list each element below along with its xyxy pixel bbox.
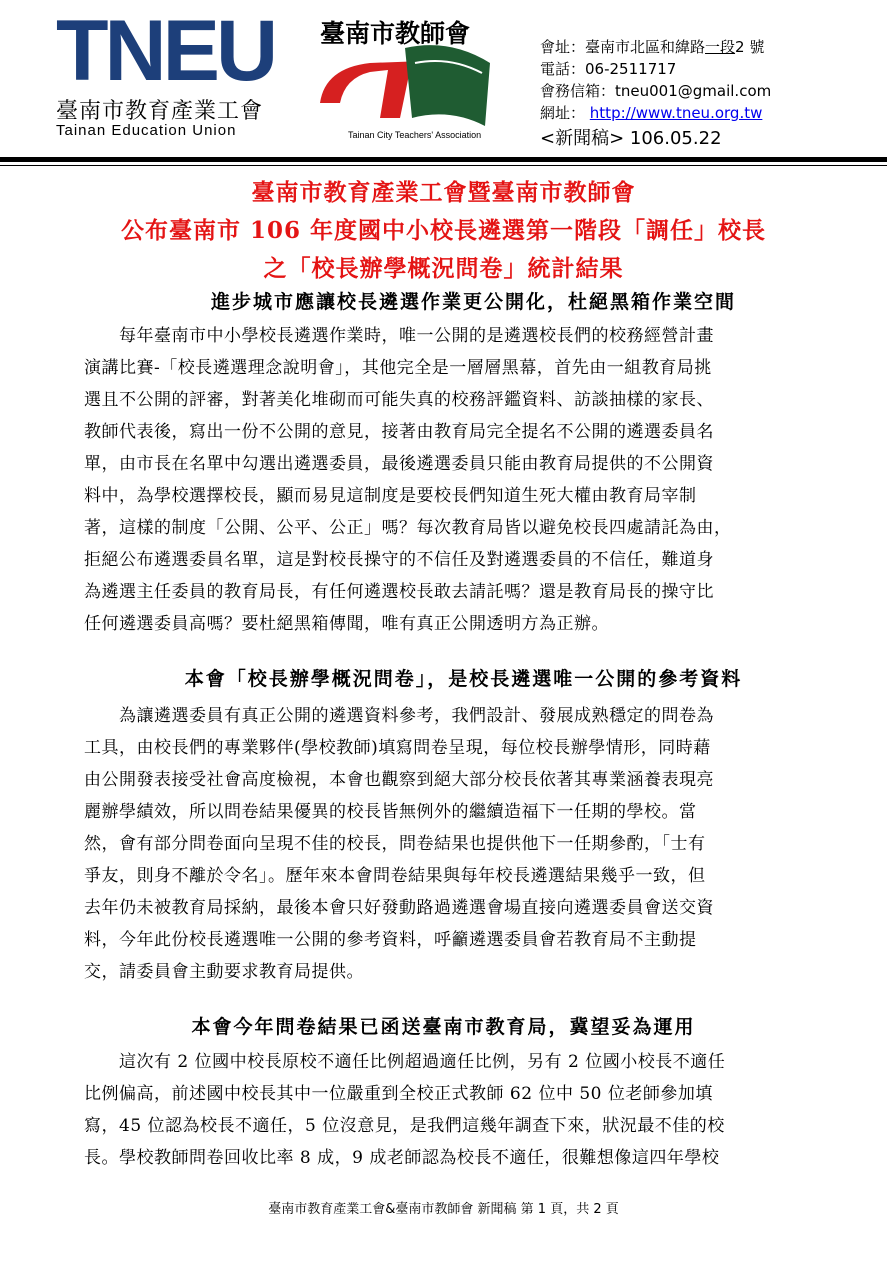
body-line: 料中，為學校選擇校長，顯而易見這制度是要校長們知道生死大權由教育局宰制 [84,486,697,506]
body-line: 這次有 2 位國中校長原校不適任比例超過適任比例，另有 2 位國小校長不適任 [84,1052,726,1072]
address-underlined: 一段 [705,38,736,56]
body-line: 工具，由校長們的專業夥伴(學校教師)填寫問卷呈現，每位校長辦學情形，同時藉 [84,738,711,758]
header-divider-thick [0,157,887,162]
address-text: 臺南市北區和緯路 [585,38,706,56]
press-release-label: <新聞稿> [540,128,625,149]
press-release-row [540,128,880,150]
seal-text-en: Tainan City Teachers' Association [348,130,482,140]
body-line: 著，這樣的制度「公開、公平、公正」嗎？每次教育局皆以避免校長四處請託為由， [84,518,732,538]
logo-name-en: Tainan Education Union [56,122,237,139]
address-row [540,36,880,58]
body-line: 然，會有部分問卷面向呈現不佳的校長，問卷結果也提供他下一任期參酌，「士有 [84,834,706,854]
body-line: 去年仍未被教育局採納，最後本會只好發動路過遴選會場直接向遴選委員會送交資 [84,898,714,918]
seal-emblem-icon [300,8,500,148]
section-heading-2: 本會「校長辦學概況問卷」，是校長遴選唯一公開的參考資料 [184,668,743,690]
body-line: 拒絕公布遴選委員名單，這是對校長操守的不信任及對遴選委員的不信任，難道身 [84,550,714,570]
body-line: 由公開發表接受社會高度檢視，本會也觀察到絕大部分校長依著其專業涵養表現亮 [84,770,714,790]
contact-block [540,36,880,150]
phone-label: 電話： [540,60,586,78]
page-footer: 臺南市教育產業工會&臺南市教師會 新聞稿 第 1 頁，共 2 頁 [268,1202,619,1217]
body-line: 交，請委員會主動要求教育局提供。 [84,962,364,982]
body-line: 演講比賽-「校長遴選理念說明會」，其他完全是一層層黑幕，首先由一組教育局挑 [84,358,712,378]
section-body-1 [84,320,844,640]
email-address[interactable]: tneu001@gmail.com [615,82,772,100]
phone-row [540,58,880,80]
body-line: 每年臺南市中小學校長遴選作業時，唯一公開的是遴選校長們的校務經營計畫 [84,326,714,346]
teachers-association-seal [300,8,500,148]
title-line-2: 公布臺南市 106 年度國中小校長遴選第一階段「調任」校長 [120,217,767,244]
body-line: 選且不公開的評審，對著美化堆砌而可能失真的校務評鑑資料、訪談抽樣的家長、 [84,390,714,410]
seal-text-cn: 臺南市教師會 [320,19,471,48]
address-label: 會址： [540,38,586,56]
section-heading-1: 進步城市應讓校長遴選作業更公開化，杜絕黑箱作業空間 [210,291,736,313]
section-body-2 [84,700,844,988]
section-heading-3: 本會今年問卷結果已函送臺南市教育局，冀望妥為運用 [191,1016,696,1038]
body-line: 比例偏高，前述國中校長其中一位嚴重到全校正式教師 62 位中 50 位老師參加填 [84,1084,713,1104]
title-line-1: 臺南市教育產業工會暨臺南市教師會 [251,179,636,206]
tneu-logo [56,3,276,143]
body-line: 長。學校教師問卷回收比率 8 成，9 成老師認為校長不適任，很難想像這四年學校 [84,1148,720,1168]
logo-name-cn: 臺南市教育產業工會 [56,99,264,124]
phone-number: 06-2511717 [585,60,677,78]
body-line: 為遴選主任委員的教育局長，有任何遴選校長敢去請託嗎？還是教育局長的操守比 [84,582,714,602]
body-line: 麗辦學績效，所以問卷結果優異的校長皆無例外的繼續造福下一任期的學校。當 [84,802,697,822]
header-divider-thin [0,165,887,166]
website-row [540,102,880,124]
title-line-3: 之「校長辦學概況問卷」統計結果 [263,255,624,282]
press-release-date: 106.05.22 [629,128,722,149]
address-number: 2 號 [735,38,765,56]
body-line: 為讓遴選委員有真正公開的遴選資料參考，我們設計、發展成熟穩定的問卷為 [84,706,714,726]
logo-wordmark: TNEU [56,3,275,99]
body-line: 教師代表後，寫出一份不公開的意見，接著由教育局完全提名不公開的遴選委員名 [84,422,714,442]
email-row [540,80,880,102]
body-line: 爭友，則身不離於令名」。歷年來本會問卷結果與每年校長遴選結果幾乎一致，但 [84,866,706,886]
body-line: 單，由市長在名單中勾選出遴選委員，最後遴選委員只能由教育局提供的不公開資 [84,454,714,474]
body-line: 任何遴選委員高嗎？要杜絕黑箱傳聞，唯有真正公開透明方為正辦。 [84,614,609,634]
body-line: 料，今年此份校長遴選唯一公開的參考資料，呼籲遴選委員會若教育局不主動提 [84,930,697,950]
email-label: 會務信箱： [540,82,616,100]
body-line: 寫，45 位認為校長不適任，5 位沒意見，是我們這幾年調查下來，狀況最不佳的校 [84,1116,725,1136]
website-label: 網址： [540,104,586,122]
section-body-3 [84,1046,844,1174]
website-link[interactable]: http://www.tneu.org.tw [589,104,763,122]
